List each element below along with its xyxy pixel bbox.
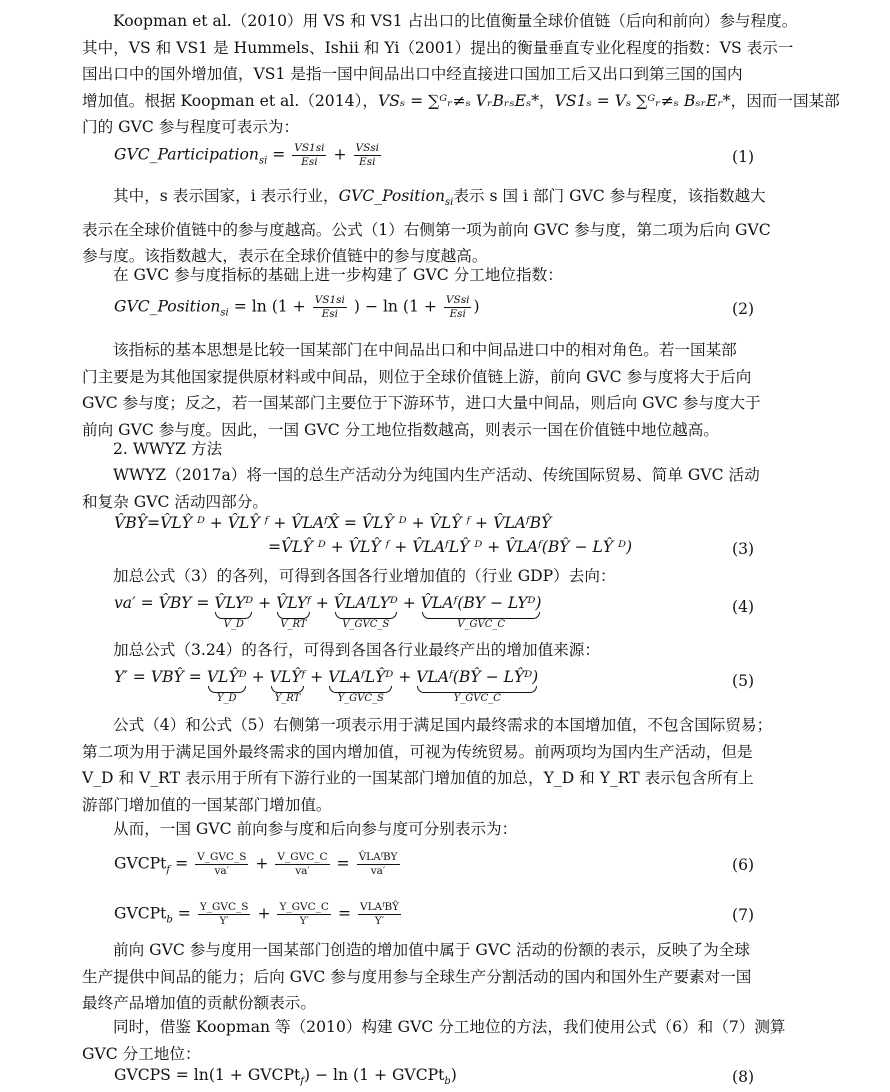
text-line: 前向 GVC 参与度。因此，一国 GVC 分工地位指数越高，则表示一国在价值链中地位越高。 <box>82 420 719 439</box>
paragraph-eq4-intro <box>82 563 798 590</box>
text-segment: 增加值。根据 Koopman et al.（2014）， <box>82 91 378 110</box>
text-line: 门的 GVC 参与程度可表示为： <box>82 118 300 136</box>
equation-term: ) − ln (1 + <box>353 297 437 316</box>
term: V̂LAᶠLYᴰ <box>333 594 398 612</box>
equation-lhs: GVC_Position <box>114 297 221 316</box>
equation-subscript: b <box>444 1076 451 1088</box>
text-line: 生产提供中间品的能力；后向 GVC 参与度用参与全球生产分割活动的国内和国外生产要素对一国 <box>82 967 752 986</box>
term-label: V_D <box>223 619 244 630</box>
fraction <box>354 142 382 169</box>
term: VLŶᶠ <box>269 668 306 686</box>
numerator: VS1si <box>314 294 345 306</box>
term: VLAᶠLŶᴰ <box>328 668 394 686</box>
equation-term: ) − ln (1 + GVCPt <box>303 1066 445 1084</box>
fraction <box>277 901 330 928</box>
term: VLŶᴰ <box>206 668 247 686</box>
text-line: 该指标的基本思想是比较一国某部门在中间品出口和中间品进口中的相对角色。若一国某部 <box>113 341 737 359</box>
denominator: Y′ <box>299 915 309 927</box>
denominator: Esi <box>321 308 339 320</box>
underbrace-term <box>334 594 398 631</box>
text-segment: 其中，s 表示国家，i 表示行业， <box>113 187 339 205</box>
underbrace-term <box>416 668 538 705</box>
underbrace-term <box>276 594 311 631</box>
equation-lhs: GVC_Participation <box>114 145 259 164</box>
paragraph-index-idea <box>82 337 798 443</box>
fraction <box>358 901 401 928</box>
equation-term: = ln (1 + <box>233 297 306 316</box>
numerator: VSsi <box>355 142 380 154</box>
underbrace-term <box>328 668 393 705</box>
text-line: 前向 GVC 参与度用一国某部门创造的增加值中属于 GVC 活动的份额的表示，反映了为全球 <box>113 941 750 959</box>
equation-5: Y′ = VBŶ = VLŶᴰ Y_D + VLŶᶠ Y_RT + VLAᶠLŶᴰ Y_GVC_S + VLAᶠ(BŶ − LŶᴰ) Y_GVC_C <box>114 668 539 704</box>
equation-number: (8) <box>732 1068 755 1086</box>
fraction <box>357 851 400 878</box>
paragraph-wwyz-intro <box>82 462 798 515</box>
text-segment: 表示 s 国 i 部门 GVC 参与程度，该指数越大 <box>453 187 766 205</box>
text-line: V_D 和 V_RT 表示用于所有下游行业的一国某部门增加值的加总，Y_D 和 Y_RT 表示包含所有上 <box>82 769 754 787</box>
term: V̂LYᴰ <box>214 594 254 612</box>
numerator: VS1si <box>294 142 325 154</box>
fraction <box>292 142 326 169</box>
text-line-with-formula <box>82 183 798 217</box>
equation-3-line-1: V̂BŶ=V̂LŶ ᴰ + V̂LŶ ᶠ + V̂LAᶠX̂ = V̂LŶ ᴰ + V̂LŶ ᶠ + V̂LAᶠBŶ <box>114 514 552 532</box>
formula-vs1: VS1ₛ = Vₛ ∑ᴳᵣ≠ₛ BₛᵣEᵣ* <box>554 91 731 110</box>
fraction <box>195 851 248 878</box>
text-line: 加总公式（3.24）的各行，可得到各国各行业最终产出的增加值来源： <box>113 641 600 659</box>
paragraph-index-explanation <box>82 183 798 270</box>
text-line: 和复杂 GVC 活动四部分。 <box>82 492 268 511</box>
text-line: 同时，借鉴 Koopman 等（2010）构建 GVC 分工地位的方法，我们使用公式（6）和（7）测算 <box>113 1018 786 1036</box>
paragraph-term-explanation <box>82 712 798 818</box>
equation-7: GVCPt$_b$ = $\frac{\text{Y\_GVC\_S}}{Y'}$ + $\frac{\text{Y\_GVC\_C}}{Y'}$ = $\frac{\text{VLAᶠBŶ}}{Y'}$ <box>114 901 399 927</box>
equation-lhs: va′ = V̂BY = <box>114 594 210 612</box>
term-label: Y_D <box>216 693 237 704</box>
text-line: 加总公式（3）的各列，可得到各国各行业增加值的（行业 GDP）去向： <box>113 567 616 585</box>
equation-number: (7) <box>732 906 755 924</box>
denominator: Esi <box>359 156 376 168</box>
equation-number: (5) <box>732 672 755 690</box>
equation-lhs: GVCPt <box>114 854 167 873</box>
text-line: GVC 参与度；反之，若一国某部门主要位于下游环节，进口大量中间品，则后向 GVC 参与度大于 <box>82 394 761 412</box>
text-line: GVC 分工地位： <box>82 1044 201 1063</box>
term: V̂LYᶠ <box>276 594 311 612</box>
equation-number: (1) <box>732 148 755 166</box>
equation-term: ) <box>473 297 480 316</box>
denominator: va′ <box>295 865 310 877</box>
equation-lhs: Y′ = VBŶ = <box>114 668 202 686</box>
numerator: VSsi <box>445 294 470 306</box>
denominator: Esi <box>449 308 466 320</box>
term-label: Y_GVC_C <box>453 693 501 704</box>
numerator: VLAᶠBŶ <box>359 901 399 913</box>
denominator: Y′ <box>219 915 229 927</box>
equation-number: (2) <box>732 300 755 318</box>
text-line: 公式（4）和公式（5）右侧第一项表示用于满足国内最终需求的本国增加值，不包含国际贸易； <box>113 716 773 734</box>
text-line: 门主要是为其他国家提供原材料或中间品，则位于全球价值链上游，前向 GVC 参与度将大于后向 <box>82 367 752 386</box>
fraction <box>444 294 472 321</box>
inline-subscript: si <box>445 197 454 209</box>
equation-number: (6) <box>732 856 755 874</box>
equation-2 <box>114 294 480 321</box>
term: V̂LAᶠ(BY − LYᴰ) <box>420 594 542 612</box>
text-line: Koopman et al.（2010）用 VS 和 VS1 占出口的比值衡量全球价值链（后向和前向）参与程度。 <box>113 12 798 30</box>
equation-number: (3) <box>732 540 755 558</box>
equation-subscript: f <box>166 864 171 876</box>
numerator: V̂LAᶠBY <box>358 851 398 863</box>
paragraph-position-intro <box>82 262 798 289</box>
section-heading-wwyz <box>82 436 798 463</box>
numerator: V_GVC_C <box>277 851 328 863</box>
term-label: Y_RT <box>274 693 301 704</box>
text-line: 从而，一国 GVC 前向参与度和后向参与度可分别表示为： <box>113 820 518 838</box>
equation-1: GVC_Participation$_{si}$ = $\frac{VS1si}{\text{Esi}}$ + $\frac{\text{VSsi}}{\text{Esi}}$ <box>114 142 380 168</box>
underbrace-term <box>214 594 253 631</box>
term-label: V_GVC_C <box>457 619 505 630</box>
numerator: Y_GVC_C <box>279 901 329 913</box>
denominator: va′ <box>370 865 386 877</box>
text-line: 参与度。该指数越大，表示在全球价值链中的参与度越高。 <box>82 247 488 266</box>
underbrace-term <box>270 668 306 705</box>
text-line: 第二项为用于满足国外最终需求的国内增加值，可视为传统贸易。前两项均为国内生产活动，但是 <box>82 742 753 761</box>
text-line: 在 GVC 参与度指标的基础上进一步构建了 GVC 分工地位指数： <box>113 266 563 284</box>
text-line: 游部门增加值的一国某部门增加值。 <box>82 795 332 814</box>
denominator: Y′ <box>374 915 385 927</box>
equation-subscript: b <box>166 914 173 926</box>
paragraph-participation-intro <box>82 816 798 843</box>
equation-term: GVCPS = ln(1 + GVCPt <box>114 1066 301 1084</box>
equation-4: va′ = V̂BY = V̂LYᴰ V_D + V̂LYᶠ V_RT + V̂LAᶠLYᴰ V_GVC_S + V̂LAᶠ(BY − LYᴰ) V_GVC_C <box>114 594 542 630</box>
equation-subscript: si <box>258 155 268 167</box>
equation-subscript: f <box>300 1076 304 1088</box>
text-line: 国出口中的国外增加值，VS1 是指一国中间品出口中经直接进口国加工后又出口到第三国的国内 <box>82 65 743 83</box>
inline-formula: GVC_Position <box>338 187 445 205</box>
paragraph-participation-meaning <box>82 937 798 1017</box>
fraction <box>198 901 251 928</box>
underbrace-term <box>421 594 542 631</box>
equation-number: (4) <box>732 598 755 616</box>
term-label: V_GVC_S <box>342 619 390 630</box>
text-line: WWYZ（2017a）将一国的总生产活动分为纯国内生产活动、传统国际贸易、简单 GVC 活动 <box>113 466 760 484</box>
text-line: 其中，VS 和 VS1 是 Hummels、Ishii 和 Yi（2001）提出的衡量垂直专业化程度的指数：VS 表示一 <box>82 38 794 57</box>
text-line: 最终产品增加值的贡献份额表示。 <box>82 994 316 1012</box>
equation-subscript: si <box>220 307 229 319</box>
text-segment: ， <box>539 91 555 110</box>
paragraph-eq5-intro <box>82 637 798 664</box>
fraction <box>313 294 347 321</box>
denominator: va′ <box>214 865 230 877</box>
fraction <box>275 851 329 878</box>
text-segment: ，因而一国某部 <box>730 91 840 110</box>
term: VLAᶠ(BŶ − LŶᴰ) <box>416 668 539 686</box>
equation-term: ) <box>450 1066 457 1084</box>
underbrace-term <box>207 668 247 705</box>
term-label: Y_GVC_S <box>337 693 384 704</box>
equation-8 <box>114 1066 457 1087</box>
equation-3-line-2: =V̂LŶ ᴰ + V̂LŶ ᶠ + V̂LAᶠLŶ ᴰ + V̂LAᶠ(BŶ − LŶ ᴰ) <box>268 538 633 556</box>
denominator: Esi <box>301 156 318 168</box>
formula-vs: VSₛ = ∑ᴳᵣ≠ₛ VᵣBᵣₛEₛ* <box>377 91 540 110</box>
text-line-with-formulas <box>82 88 840 115</box>
text-line: 表示在全球价值链中的参与度越高。公式（1）右侧第一项为前向 GVC 参与度，第二项为后向 GVC <box>82 220 771 239</box>
paragraph-koopman-intro <box>82 8 840 141</box>
equation-lhs: GVCPt <box>114 904 167 923</box>
numerator: V_GVC_S <box>197 851 247 863</box>
equation-6: GVCPt$_f$ = $\frac{\text{V\_GVC\_S}}{va'}$ + $\frac{\text{V\_GVC\_C}}{va'}$ = $\frac{\text{V̂LAᶠBY}}{va'}$ <box>114 851 398 877</box>
paragraph-gvcps-intro <box>82 1014 798 1067</box>
numerator: Y_GVC_S <box>199 901 249 913</box>
section-title: 2. WWYZ 方法 <box>113 440 223 458</box>
term-label: V_RT <box>280 619 307 630</box>
